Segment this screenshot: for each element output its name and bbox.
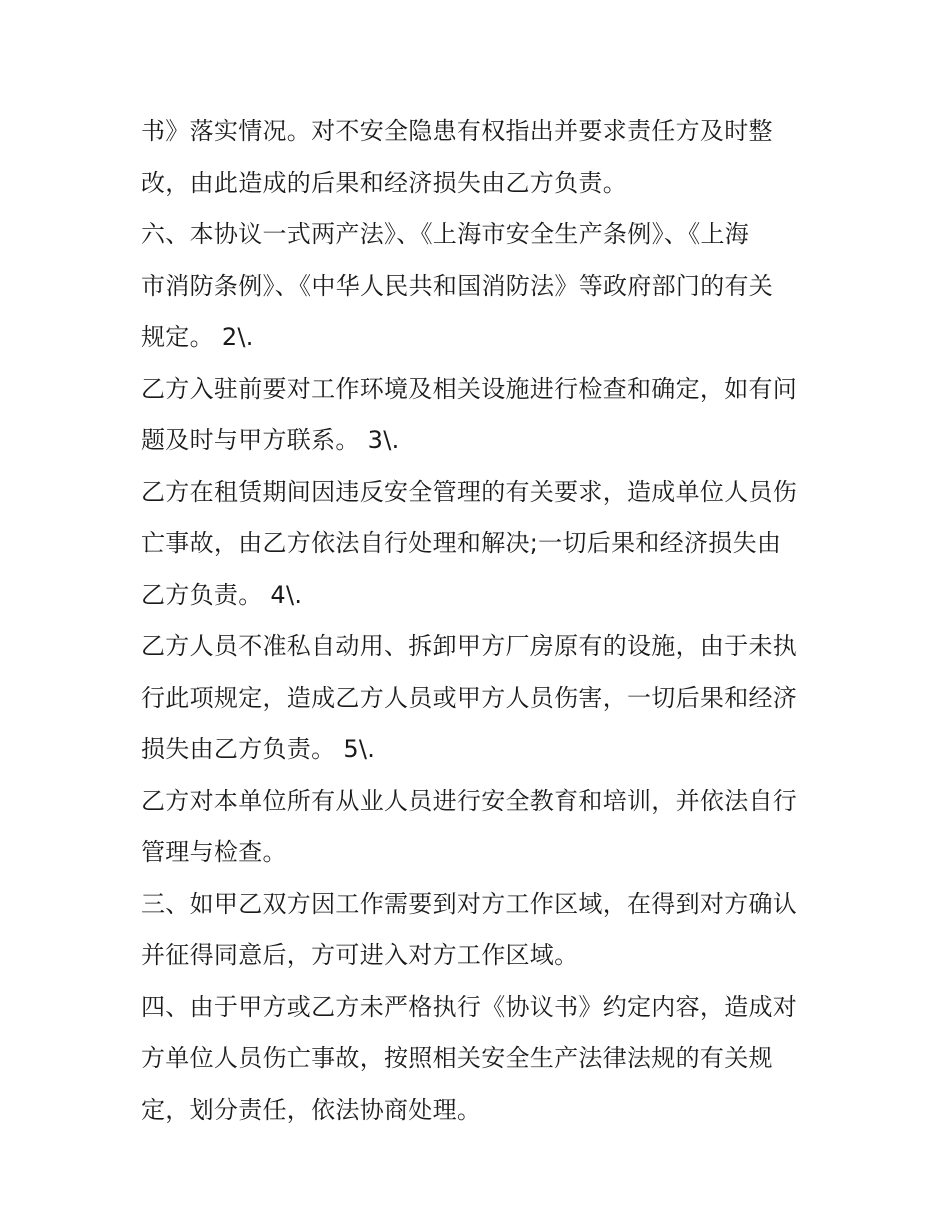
text-line: 改，由此造成的后果和经济损失由乙方负责。 <box>141 168 627 197</box>
text-line: 乙方对本单位所有从业人员进行安全教育和培训，并依法自行 <box>141 786 798 815</box>
text-line: 定，划分责任，依法协商处理。 <box>141 1095 482 1124</box>
text-line: 方单位人员伤亡事故，按照相关安全生产法律法规的有关规 <box>141 1044 773 1072</box>
text-line: 书》落实情况。对不安全隐患有权指出并要求责任方及时整 <box>141 117 773 145</box>
text-line: 管理与检查。 <box>141 838 287 866</box>
text-line: 市消防条例》、《中华人民共和国消防法》等政府部门的有关 <box>141 271 774 300</box>
text-line: 题及时与甲方联系。 3\. <box>141 426 400 454</box>
text-line: 行此项规定，造成乙方人员或甲方人员伤害，一切后果和经济 <box>141 683 798 712</box>
text-line: 亡事故，由乙方依法自行处理和解决;一切后果和经济损失由 <box>141 529 782 557</box>
text-line: 六、本协议一式两产法》、《上海市安全生产条例》、《上海 <box>141 220 750 248</box>
document-body <box>141 106 821 1136</box>
text-line: 乙方入驻前要对工作环境及相关设施进行检查和确定，如有问 <box>141 374 798 403</box>
text-line: 乙方人员不准私自动用、拆卸甲方厂房原有的设施，由于未执 <box>141 632 798 660</box>
text-line: 并征得同意后，方可进入对方工作区域。 <box>141 941 579 969</box>
text-line: 规定。 2\. <box>141 323 254 351</box>
text-line: 乙方负责。 4\. <box>141 580 303 609</box>
text-line: 四、由于甲方或乙方未严格执行《协议书》约定内容，造成对 <box>141 992 798 1021</box>
text-line: 损失由乙方负责。 5\. <box>141 735 376 763</box>
text-line: 三、如甲乙双方因工作需要到对方工作区域，在得到对方确认 <box>141 889 798 918</box>
text-line: 乙方在租赁期间因违反安全管理的有关要求，造成单位人员伤 <box>141 477 798 506</box>
